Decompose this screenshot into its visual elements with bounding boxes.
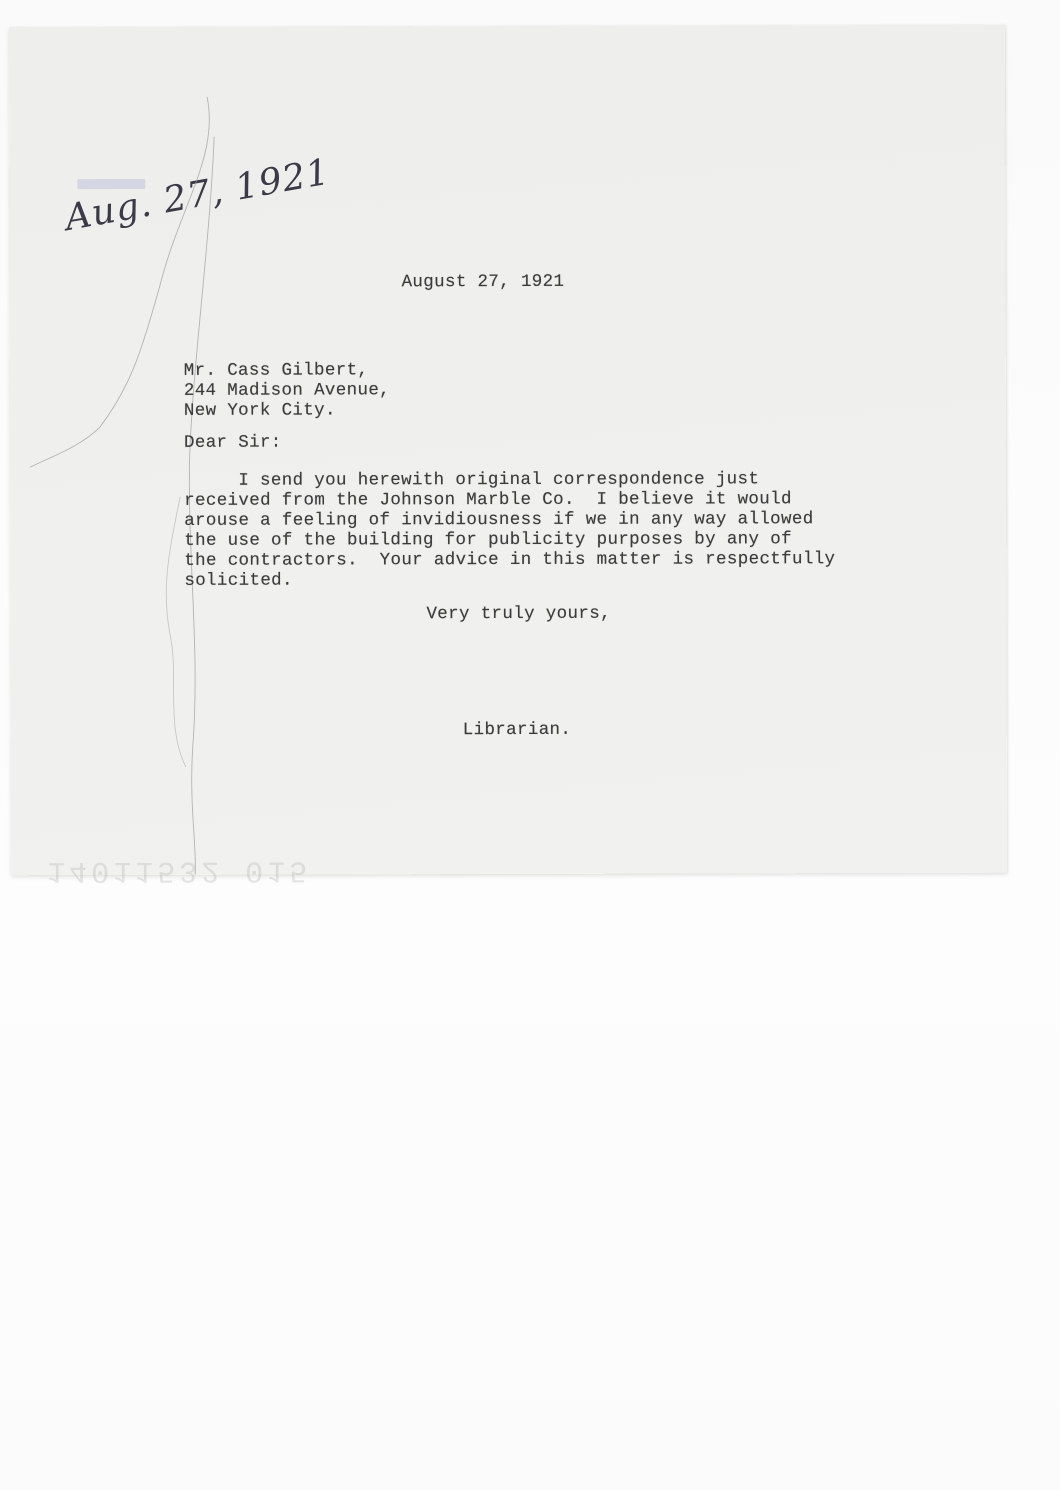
closing: Very truly yours,: [426, 603, 611, 625]
handwritten-date: Aug. 27, 1921: [61, 151, 334, 240]
body-line: the use of the building for publicity purposes by any of: [184, 529, 792, 551]
recipient-street: 244 Madison Avenue,: [183, 380, 391, 401]
body-line: received from the Johnson Marble Co. I believe it would: [184, 489, 792, 511]
letter-date: August 27, 1921: [401, 271, 565, 293]
body-line: I send you herewith original correspondence just: [184, 469, 760, 491]
ghost-reference-number: 14011532 015: [47, 852, 312, 888]
salutation: Dear Sir:: [183, 432, 282, 453]
body-line: solicited.: [184, 570, 293, 591]
recipient-city: New York City.: [183, 400, 336, 421]
recipient-name: Mr. Cass Gilbert,: [183, 360, 369, 381]
body-line: arouse a feeling of invidiousness if we in any way allowed: [184, 509, 814, 531]
body-line: the contractors. Your advice in this matter is respectfully: [184, 549, 836, 571]
signature: Librarian.: [462, 719, 572, 741]
letter-sheet: [9, 25, 1007, 888]
